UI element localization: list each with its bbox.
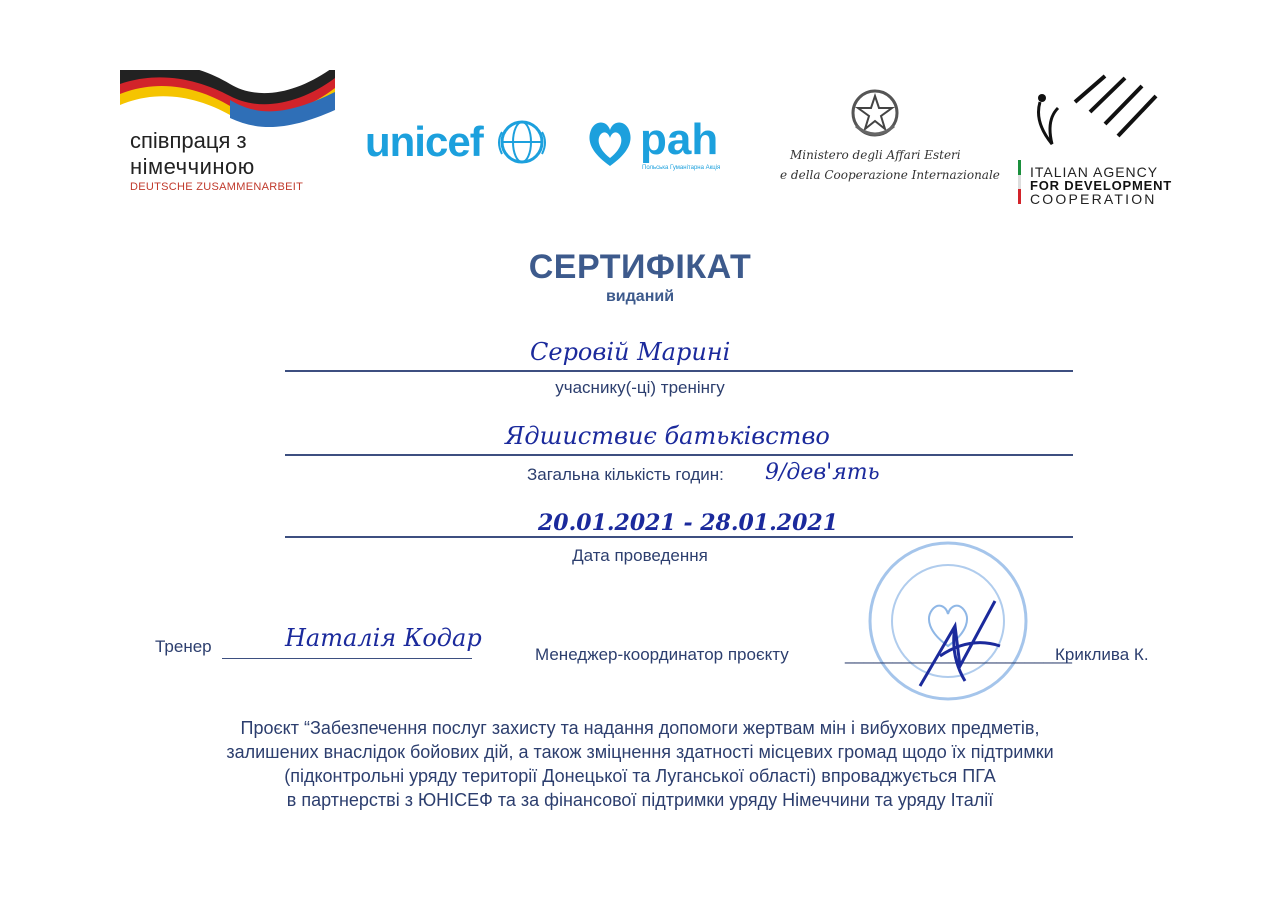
- manager-name: Криклива К.: [1055, 645, 1149, 664]
- participant-label: учаснику(-ці) тренінгу: [555, 378, 725, 397]
- training-rule: [285, 454, 1073, 456]
- unicef-logo-text: unicef: [365, 118, 483, 165]
- hours-label: Загальна кількість годин:: [527, 465, 724, 484]
- giz-flag-ribbon-icon: [120, 70, 340, 130]
- footer-line-4: в партнерстві з ЮНІСЕФ та за фінансової підтримки уряду Німеччини та уряду Італії: [286, 790, 994, 810]
- project-description: [0, 716, 1280, 812]
- dates-label: Дата проведення: [572, 546, 708, 565]
- trainer-label: Тренер: [155, 637, 212, 656]
- dates-value: 20.01.2021 - 28.01.2021: [538, 510, 839, 536]
- aics-dove-icon: [1030, 72, 1160, 152]
- manager-signature-line: ________________________: [845, 645, 1072, 664]
- certificate-issued-label: виданий: [605, 288, 675, 305]
- pah-logo-subtitle: Польська Гуманітарна Акція: [642, 165, 721, 171]
- giz-logo-line2: німеччиною: [130, 154, 255, 179]
- mae-logo-line2: e della Cooperazione Internazionale: [780, 168, 1000, 182]
- giz-logo-line1: співпраця з: [130, 128, 247, 153]
- pah-logo-text: pah: [640, 115, 719, 164]
- certificate-title: СЕРТИФІКАТ: [528, 248, 752, 286]
- training-name: Ядшиствиє батьківство: [505, 422, 830, 450]
- italy-flag-bar-icon: [1018, 160, 1021, 204]
- manager-label: Менеджер-координатор проєкту: [535, 645, 789, 664]
- footer-line-3: (підконтрольні уряду території Донецької та Луганської області) впроваджується ПГА: [284, 766, 996, 786]
- aics-logo-line3: COOPERATION: [1030, 191, 1157, 207]
- trainer-signature: Наталія Кодар: [285, 624, 482, 652]
- recipient-name: Серовій Марині: [530, 338, 731, 366]
- aics-logo-line1: ITALIAN AGENCY: [1030, 164, 1159, 180]
- trainer-rule: [222, 658, 472, 659]
- manager-signature-icon: [900, 596, 1010, 696]
- pah-heart-icon: [585, 116, 635, 170]
- mae-logo-line1: Ministero degli Affari Esteri: [790, 148, 961, 162]
- hours-value: 9/дев'ять: [765, 460, 880, 485]
- footer-line-1: Проєкт “Забезпечення послуг захисту та надання допомоги жертвам мін і вибухових предметів,: [240, 718, 1040, 738]
- footer-line-2: залишених внаслідок бойових дій, а також зміцнення здатності місцевих громад щодо їх підтримки: [226, 742, 1054, 762]
- giz-logo-line3: DEUTSCHE ZUSAMMENARBEIT: [130, 181, 304, 193]
- unicef-globe-icon: [496, 118, 548, 166]
- recipient-rule: [285, 370, 1073, 372]
- aics-logo-line2: FOR DEVELOPMENT: [1030, 178, 1173, 193]
- italy-emblem-icon: [848, 86, 902, 140]
